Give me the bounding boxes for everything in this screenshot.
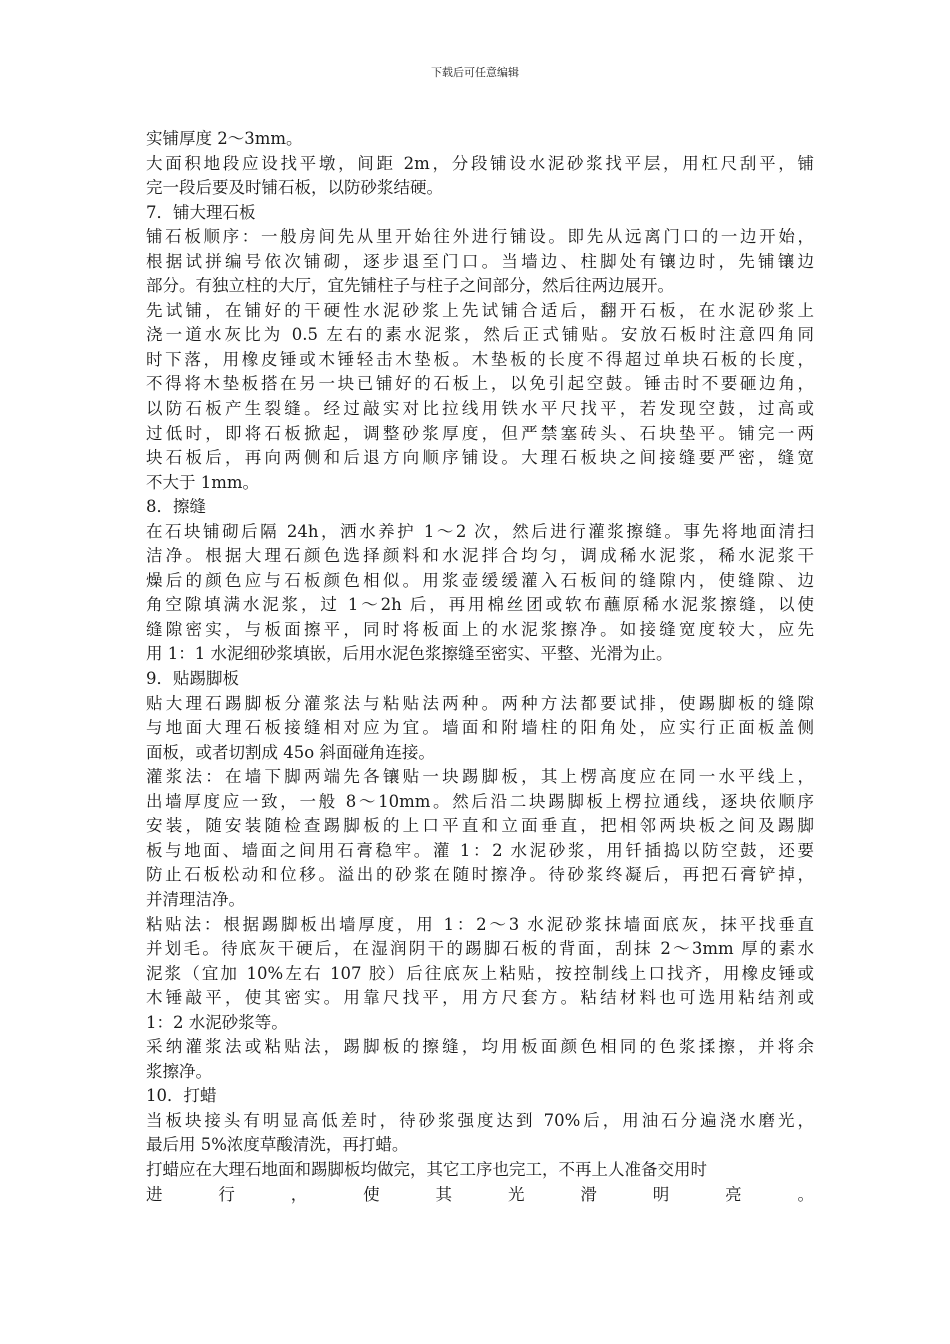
text-line: 7．铺大理石板 [146,202,256,222]
text-line: 过低时，即将石板掀起，调整砂浆厚度，但严禁塞砖头、石块垫平。铺完一两 [146,423,814,443]
text-line: 实铺厚度 2～3mm。 [146,129,303,148]
text-line: 部分。有独立柱的大厅，宜先铺柱子与柱子之间部分，然后往两边展开。 [146,276,674,296]
text-line: 安装，随安装随检查踢脚板的上口平直和立面垂直，把相邻两块板之间及踢脚 [146,816,814,836]
text-line: 10．打蜡 [146,1086,217,1106]
text-line: 粘贴法：根据踢脚板出墙厚度，用 1：2～3 水泥砂浆抹墙面底灰，抹平找垂直 [146,914,814,934]
text-line: 缝隙密实，与板面擦平，同时将板面上的水泥浆擦净。如接缝宽度较大，应先 [146,619,814,639]
text-line: 时下落，用橡皮锤或木锤轻击木垫板。木垫板的长度不得超过单块石板的长度， [146,349,814,369]
page-header: 下载后可任意编辑 [431,66,519,79]
text-line: 并清理洁净。 [146,889,245,909]
text-line: 面板，或者切割成 45o 斜面碰角连接。 [146,742,435,762]
text-line: 大面积地段应设找平墩，间距 2m，分段铺设水泥砂浆找平层，用杠尺刮平，铺 [146,153,814,173]
text-line: 角空隙填满水泥浆，过 1～2h 后，再用棉丝团或软布蘸原稀水泥浆擦缝，以使 [146,595,814,615]
text-line: 不得将木垫板搭在另一块已铺好的石板上，以免引起空鼓。锤击时不要砸边角， [146,374,814,394]
text-line: 并划毛。待底灰干硬后，在湿润阴干的踢脚石板的背面，刮抹 2～3mm 厚的素水 [146,939,814,959]
text-line: 最后用 5%浓度草酸清洗，再打蜡。 [146,1135,409,1155]
text-line: 在石块铺砌后隔 24h，洒水养护 1～2 次，然后进行灌浆擦缝。事先将地面清扫 [146,521,814,541]
text-line: 浆擦净。 [146,1061,212,1081]
text-line: 打蜡应在大理石地面和踢脚板均做完，其它工序也完工，不再上人准备交用时 [146,1159,707,1179]
document-body [146,127,814,1207]
text-line: 当板块接头有明显高低差时，待砂浆强度达到 70%后，用油石分遍浇水磨光， [146,1110,814,1130]
text-line: 泥浆（宜加 10%左右 107 胶）后往底灰上粘贴，按控制线上口找齐，用橡皮锤或 [146,963,814,983]
text-line: 防止石板松动和位移。溢出的砂浆在随时擦净。待砂浆终凝后，再把石膏铲掉， [146,865,814,885]
text-line: 完一段后要及时铺石板，以防砂浆结硬。 [146,178,443,198]
text-line: 用 1：1 水泥细砂浆填嵌，后用水泥色浆擦缝至密实、平整、光滑为止。 [146,644,673,664]
text-line: 采纳灌浆法或粘贴法，踢脚板的擦缝，均用板面颜色相同的色浆揉擦，并将余 [146,1037,814,1057]
text-line: 9．贴踢脚板 [146,669,239,689]
text-line: 以防石板产生裂缝。经过敲实对比拉线用铁水平尺找平，若发现空鼓，过高或 [146,399,814,419]
text-line: 木锤敲平，使其密实。用靠尺找平，用方尺套方。粘结材料也可选用粘结剂或 [146,988,814,1008]
text-line: 灌浆法：在墙下脚两端先各镶贴一块踢脚板，其上楞高度应在同一水平线上， [146,767,814,787]
text-line: 铺石板顺序：一般房间先从里开始往外进行铺设。即先从远离门口的一边开始， [146,227,814,247]
text-line: 燥后的颜色应与石板颜色相似。用浆壶缓缓灌入石板间的缝隙内，使缝隙、边 [146,570,814,590]
text-line: 先试铺，在铺好的干硬性水泥砂浆上先试铺合适后，翻开石板，在水泥砂浆上 [146,300,814,320]
text-line: 8．擦缝 [146,497,206,517]
text-line: 浇一道水灰比为 0.5 左右的素水泥浆，然后正式铺贴。安放石板时注意四角同 [146,325,814,345]
text-line: 根据试拼编号依次铺砌，逐步退至门口。当墙边、柱脚处有镶边时，先铺镶边 [146,251,814,271]
text-line: 与地面大理石板接缝相对应为宜。墙面和附墙柱的阳角处，应实行正面板盖侧 [146,718,814,738]
text-line: 洁净。根据大理石颜色选择颜料和水泥拌合均匀，调成稀水泥浆，稀水泥浆干 [146,546,814,566]
text-line: 不大于 1mm。 [146,472,260,492]
text-line: 贴大理石踢脚板分灌浆法与粘贴法两种。两种方法都要试排，使踢脚板的缝隙 [146,693,814,713]
text-line: 进行，使其光滑明亮。 [146,1184,814,1204]
text-line: 块石板后，再向两侧和后退方向顺序铺设。大理石板块之间接缝要严密，缝宽 [146,448,814,468]
text-line: 板与地面、墙面之间用石膏稳牢。灌 1：2 水泥砂浆，用钎插捣以防空鼓，还要 [146,840,814,860]
text-line: 出墙厚度应一致，一般 8～10mm。然后沿二块踢脚板上楞拉通线，逐块依顺序 [146,791,814,811]
text-line: 1：2 水泥砂浆等。 [146,1012,288,1032]
